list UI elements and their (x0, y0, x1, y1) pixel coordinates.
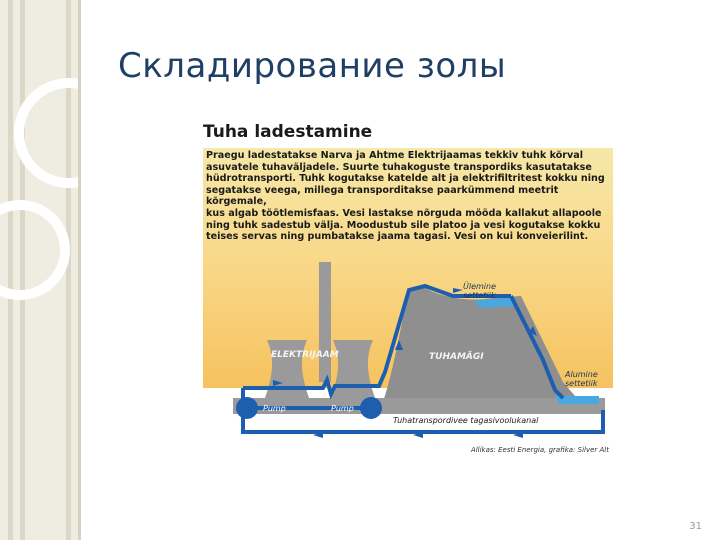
description-line: kus algab töötlemisfaas. Vesi lastakse nõrguda mööda kallakut allapoole (206, 207, 602, 219)
description-line: asuvatele tuhaväljadele. Suurte tuhakoguste transpordiks kasutatakse (206, 161, 592, 173)
pump-left-icon (236, 397, 258, 419)
pump-right-icon (360, 397, 382, 419)
chimney (319, 262, 331, 382)
decorative-circle (14, 78, 124, 188)
side-divider (78, 0, 81, 540)
description-line: Praegu ladestatakse Narva ja Ahtme Elektrijaamas tekkiv tuhk kõrval (206, 150, 584, 161)
label-line: settetiik (565, 379, 598, 388)
decorative-circle (0, 200, 70, 300)
return-channel-label: Tuhatranspordivee tagasivoolukanal (393, 416, 539, 425)
pump-left-label: Pump (263, 404, 286, 413)
arrow-icon (453, 288, 463, 293)
label-line: settetiik (463, 291, 496, 300)
ash-hill-label: TUHAMÄGI (429, 352, 484, 362)
figure-source: Allikas: Eesti Energia, grafika: Silver Alt (470, 446, 609, 454)
figure-heading: Tuha ladestamine (203, 122, 373, 142)
description-line: hüdrotransporti. Tuhk kogutakse katelde alt ja elektrifiltritest kokku ning (206, 173, 605, 185)
upper-pond-label (463, 282, 496, 300)
label-line: Alumine (565, 370, 598, 379)
description-line: segatakse veega, millega transporditakse paarkümmend meetrit kõrgemale, (206, 184, 559, 208)
lower-pond-label (565, 370, 598, 388)
decorative-side-band (0, 0, 78, 540)
page-number: 31 (689, 521, 702, 532)
description-line: teises servas ning pumbatakse jaama tagasi. Vesi on kui konveierilint. (206, 231, 589, 243)
cooling-tower-right (331, 340, 375, 398)
description-line: ning tuhk sadestub välja. Moodustub sile platoo ja vesi kogutakse kokku (206, 219, 601, 231)
label-line: Ülemine (463, 282, 497, 291)
pump-right-label: Pump (331, 404, 354, 413)
power-plant-label: ELEKTRIJAAM (271, 350, 339, 360)
ash-disposal-figure (203, 120, 613, 460)
slide-title: Складирование золы (118, 46, 507, 86)
